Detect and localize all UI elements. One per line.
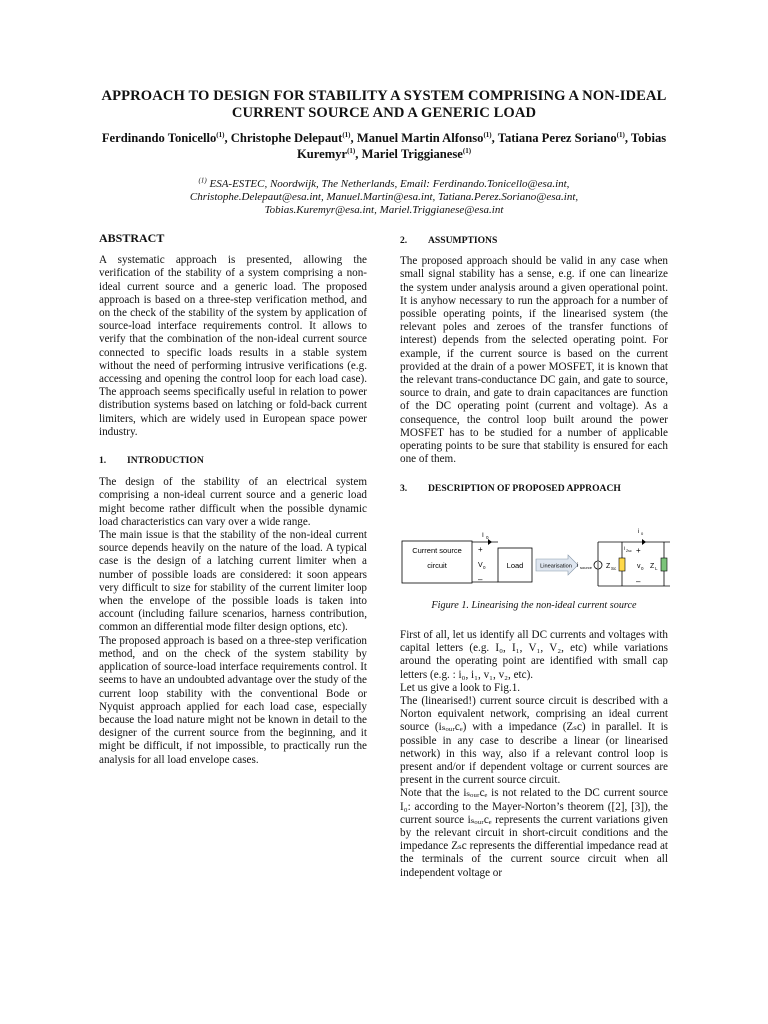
section-heading-description (400, 482, 668, 495)
label-zsc-sub: Sc (611, 566, 617, 571)
figure-1-circuit-diagram (400, 520, 670, 608)
label-izsc: i (624, 546, 626, 552)
current-source-label-line2: circuit (427, 561, 447, 570)
author-name: Mariel Triggianese (361, 146, 463, 161)
section-number: 3. (400, 483, 408, 495)
author-name: Tatiana Perez Soriano (497, 131, 617, 145)
affiliation-line: Christophe.Delepaut@esa.int, Manuel.Martin@esa.int, Tatiana.Perez.Soriano@esa.int, (189, 191, 579, 204)
section-title: ASSUMPTIONS (428, 235, 498, 246)
abstract-heading: ABSTRACT (99, 231, 165, 245)
intro-paragraph: The proposed approach is based on a three-step verification method, and on the check of the system stability by application of source-load interface requirements control. It seems to have an undoubted advantage over the study of the current loop stability with the conventional Bode or Nyquist approach applied for each load case, especially because the load nature might not be known in detail to the designer of the current source from the beginning, and it might be difficult, if not impossible, to practically run the analysis for all load envelope cases. (99, 634, 367, 766)
author-name: Manuel Martin Alfonso (356, 131, 484, 145)
affiliation-mark: (1) (198, 176, 207, 185)
current-source-label-line1: Current source (412, 546, 462, 555)
abstract-text: A systematic approach is presented, allowing the verification of the stability of a system comprising a non-ideal current source and a generic load. The proposed approach is based on a three-step verification method, and on the check of the stability of the system by application of source-load interface requirements control. It allows to verify that the combination of the non-ideal current source connected to specific loads results in a stable system without the need of performing intrusive verifications (e.g. accessing and opening the control loop for each load case). The approach seems specifically useful in relation to power distribution systems based on latching or fold-back current limiters, which are widely used in European space power industry. (99, 254, 367, 438)
label-v0: V (478, 562, 483, 569)
label-v0-small-sub: 0 (641, 566, 644, 571)
linearisation-label: Linearisation (540, 563, 572, 570)
author-affil-mark: (1) (342, 130, 351, 139)
body-paragraph: Let us give a look to Fig.1. (400, 681, 521, 694)
current-arrow-icon (488, 539, 492, 545)
label-i0-small-sub: 0 (641, 531, 644, 536)
label-i0-small: i (638, 529, 640, 535)
label-v0-sub: 0 (483, 565, 486, 570)
label-zl: Z (650, 563, 655, 570)
label-plus-small: + (636, 546, 641, 555)
author-affil-mark: (1) (347, 146, 356, 155)
author-separator: , (224, 131, 231, 145)
left-column (99, 232, 367, 767)
author-separator: , (491, 131, 498, 145)
right-column-top (400, 234, 668, 496)
affiliation (120, 178, 648, 218)
label-plus: + (478, 545, 483, 554)
label-isource: i (577, 563, 579, 569)
zl-resistor (661, 558, 667, 571)
author-name: Tobias Kuremyr (296, 131, 667, 161)
right-column-bottom (400, 629, 668, 880)
figure-caption: Figure 1. Linearising the non-ideal current source (431, 600, 637, 611)
section-title: INTRODUCTION (127, 455, 204, 467)
body-paragraph: The (linearised!) current source circuit is described with a Norton equivalent network, comprising an ideal current source (iₛₒᵤᵣcₑ) with a impedance (Zₛc) in parallel. It is possible in any case to describe a linear (or linearised network) in this way, also if a relevant control loop is present and/or if dependent voltage or current sources are present in the current source circuit. (400, 695, 668, 787)
label-isource-sub: source (580, 565, 593, 570)
affiliation-line (120, 178, 648, 191)
label-izsc-sub: Zsc (626, 549, 632, 553)
section-number: 2. (400, 235, 408, 246)
affiliation-text: ESA-ESTEC, Noordwijk, The Netherlands, Email: Ferdinando.Tonicello@esa.int, (206, 178, 570, 190)
io-arrow-icon (642, 539, 646, 545)
author-list (86, 131, 682, 162)
zsc-resistor (619, 558, 625, 571)
body-paragraph: First of all, let us identify all DC currents and voltages with capital letters (e.g. I₀, I₁, V₁, V₂, etc) while variations around the operating point are identified with small cap letters (e.g. : i₀, i₁, v₁, v₂, etc). (400, 629, 668, 681)
author-separator: , (355, 146, 362, 161)
assumptions-text: The proposed approach should be valid in any case when small signal stability has a sense, e.g. if one can linearize the system under analysis around a given operational point. It is anyhow necessary to run the approach for a number of possible operating points, if the linearised system (the relevant poles and zeroes of the transfer functions of interest) depends from the selected operating point. For example, if the current source is based on the current provided at the drain of a power MOSFET, it is known that the relevant trans-conductance DC gain, and gate to source, source to drain, and gate to drain capacitances are function of the DC operating point (current and voltage). As a consequence, the control loop built around the power MOSFET has to be studied for a number of applicable operating points to be sure that stability is ensured for each one of them. (400, 255, 668, 466)
affiliation-line: Tobias.Kuremyr@esa.int, Mariel.Triggianese@esa.int (264, 204, 504, 217)
intro-paragraph: The design of the stability of an electrical system comprising a non-ideal current source and a generic load might become rather difficult when the possible dynamic load characteristics can vary over a wide range. (99, 476, 367, 528)
label-i0: I (482, 532, 484, 539)
author-affil-mark: (1) (216, 130, 225, 139)
section-heading-introduction (99, 454, 367, 467)
author-name: Ferdinando Tonicello (101, 131, 217, 145)
author-affil-mark: (1) (462, 146, 472, 155)
intro-paragraph: The main issue is that the stability of the non-ideal current source depends heavily on the nature of the load. A typical case is the design of a latching current limiter when a number of possible loads are considered: it soon appears very difficult to size for stability of the current limiter loop when the envelope of the possible loads is taken into account (including failure scenarios, harness contribution, common an differential mode filter design options, etc). (99, 529, 367, 634)
author-separator: , (350, 131, 357, 145)
label-zsc: Z (606, 563, 611, 570)
label-i0-sub: 0 (486, 535, 489, 540)
label-v0-small: v (637, 563, 641, 570)
label-minus-small: – (636, 577, 641, 586)
section-number: 1. (99, 455, 107, 467)
author-name: Christophe Delepaut (230, 131, 343, 145)
section-title: DESCRIPTION OF PROPOSED APPROACH (428, 483, 621, 495)
section-heading-assumptions (400, 234, 668, 247)
author-affil-mark: (1) (616, 130, 625, 139)
label-minus: – (478, 575, 483, 584)
author-separator: , (624, 131, 631, 145)
label-zl-sub: L (655, 566, 658, 571)
body-paragraph: Note that the iₛₒᵤᵣcₑ is not related to the DC current source I₀: according to the Mayer-Norton’s theorem ([2], [3]), the current source iₛₒᵤᵣcₑ represents the current variations given by the relevant circuit in short-circuit conditions and the impedance Zₛc represents the differential impedance read at the terminals of the current source circuit when all independent voltage or (400, 787, 668, 879)
load-label: Load (506, 561, 524, 570)
paper-title: APPROACH TO DESIGN FOR STABILITY A SYSTEM COMPRISING A NON-IDEAL CURRENT SOURCE AND A GENERIC LOAD (101, 88, 667, 121)
author-affil-mark: (1) (483, 130, 492, 139)
